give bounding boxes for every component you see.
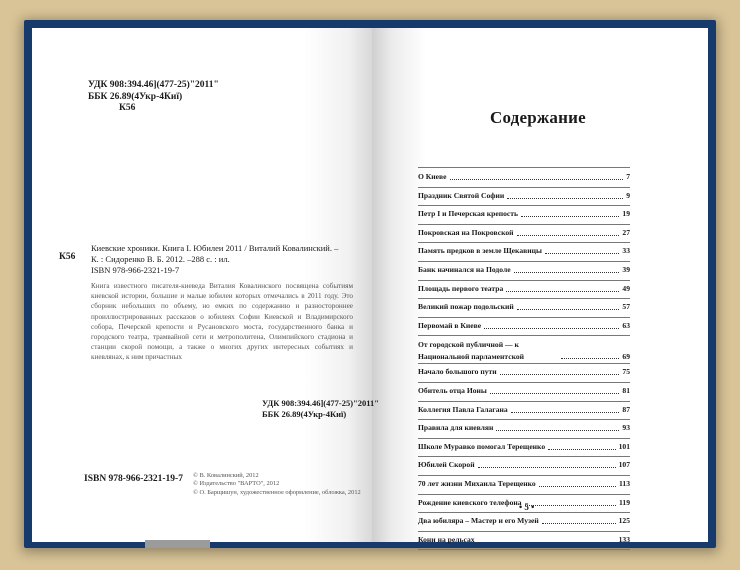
toc-entry-title: Праздник Святой Софии <box>418 190 505 200</box>
copyright-line: © Издательство "ВАРТО", 2012 <box>193 480 280 488</box>
toc-leader-dots <box>545 253 620 254</box>
toc-entry-page: 133 <box>618 534 630 544</box>
toc-divider <box>418 224 630 225</box>
toc-entry-page: 9 <box>626 190 630 200</box>
toc-entry-title: Обитель отца Ионы <box>418 386 487 395</box>
toc-leader-dots <box>561 358 619 359</box>
toc-leader-dots <box>521 216 619 217</box>
toc-entry <box>418 514 630 528</box>
toc-entry-title: О Киеве <box>418 172 447 181</box>
annotation-text: Книга известного писателя-киеведа Виталия Ковалинского посвящена событиям киевской истории, большие и малые юбилеи которых отмечались в 2011 году. Это сборник небольших по объему, но емких по содержанию и разностороннее проиллюстрированных рассказов о юбилеях Софии Киевской и Владимирского собора, Печерской крепости и Русановского моста, государственного банка и городского театра, трамвайной сети и метрополитена, Олимпийского стадиона и станции скорой помощи, а также о многих других интересных событиях и киевлянах, к ним причастных <box>91 282 353 362</box>
toc-entry <box>418 403 630 417</box>
toc-entry-title: Правила для киевлян <box>418 423 494 433</box>
toc-entry-title: Школе Муравко помогал Терещенко <box>418 441 546 451</box>
udk-classification-bottom <box>262 398 379 420</box>
toc-entry-page: 75 <box>622 367 630 377</box>
toc-entry <box>418 244 630 258</box>
toc-entry <box>418 337 630 363</box>
toc-entry-page: 87 <box>622 404 630 414</box>
toc-divider <box>418 438 630 439</box>
toc-leader-dots <box>517 309 620 310</box>
toc-divider <box>418 242 630 243</box>
toc-entry-title: 70 лет жизни Михаила Терещенко <box>418 479 536 488</box>
toc-entry-page: 27 <box>622 227 630 237</box>
bbk-line: ББК 26.89(4Укр-4Киї) <box>88 91 183 102</box>
toc-entry-page: 63 <box>622 320 630 330</box>
toc-leader-dots <box>507 198 623 199</box>
toc-divider <box>418 167 630 168</box>
toc-entry-page: 49 <box>622 283 630 293</box>
toc-entry-title: Петр I и Печерская крепость <box>418 209 519 219</box>
toc-divider <box>418 382 630 383</box>
bibliographic-record <box>91 243 353 276</box>
toc-leader-dots <box>542 523 616 524</box>
toc-entry-title: Юбилей Скорой <box>418 460 475 470</box>
toc-entry-title: Память предков в земле Щекавицы <box>418 246 542 256</box>
toc-entry <box>418 300 630 314</box>
toc-divider <box>418 261 630 262</box>
toc-divider <box>418 419 630 420</box>
toc-entry-title: Покровская на Покровской <box>418 227 514 237</box>
toc-entry-title: Кони на рельсах <box>418 534 475 544</box>
toc-entry <box>418 226 630 240</box>
toc-divider <box>418 531 630 532</box>
bookmark-ribbon <box>145 540 210 548</box>
toc-entry-page: 125 <box>618 516 630 526</box>
toc-entry-page: 39 <box>622 265 630 274</box>
toc-divider <box>418 494 630 495</box>
toc-entry-title: Начало большого пути <box>418 367 497 377</box>
toc-entry-page: 33 <box>622 246 630 256</box>
toc-entry-title: Банк начинался на Подоле <box>418 265 511 274</box>
toc-leader-dots <box>478 467 616 468</box>
toc-entry-page: 93 <box>622 423 630 433</box>
toc-leader-dots <box>496 430 619 431</box>
toc-title: Содержание <box>490 108 586 127</box>
toc-leader-dots <box>548 449 615 450</box>
toc-entry-page: 113 <box>619 479 630 488</box>
toc-entry-title: Два юбиляра – Мастер и его Музей <box>418 516 539 526</box>
author-mark-side: К56 <box>59 252 76 262</box>
toc-leader-dots <box>450 179 624 180</box>
toc-leader-dots <box>490 393 620 394</box>
toc-entry-title: Великий пожар подольский <box>418 302 514 312</box>
toc-entry <box>418 533 630 547</box>
copyright-line: © О. Барщишун, художественное оформление, обложка, 2012 <box>193 488 361 496</box>
copyright-block <box>193 472 361 497</box>
toc-entry <box>418 477 630 491</box>
author-mark-top: К56 <box>119 103 136 113</box>
udk-line: УДК 908:394.46](477-25)"2011" <box>262 398 380 408</box>
toc-divider <box>418 512 630 513</box>
toc-divider <box>418 205 630 206</box>
toc-divider <box>418 401 630 402</box>
toc-entry <box>418 458 630 472</box>
toc-leader-dots <box>500 374 620 375</box>
toc-entry <box>418 365 630 379</box>
toc-divider <box>418 456 630 457</box>
toc-divider <box>418 280 630 281</box>
toc-entry-page: 81 <box>622 386 630 395</box>
toc-leader-dots <box>514 272 620 273</box>
biblio-isbn: ISBN 978-966-2321-19-7 <box>91 265 180 275</box>
page-number: • 5 • <box>519 502 535 512</box>
bbk-line: ББК 26.89(4Укр-4Киї) <box>262 409 347 419</box>
toc-divider <box>418 549 630 550</box>
toc-entry-title: Площадь первого театра <box>418 283 504 293</box>
toc-leader-dots <box>478 542 616 543</box>
toc-entry <box>418 282 630 296</box>
toc-entry-page: 57 <box>622 302 630 312</box>
toc-entry-page: 119 <box>619 497 630 507</box>
udk-classification-top <box>88 80 219 103</box>
toc-entry <box>418 319 630 333</box>
toc-entry <box>418 440 630 454</box>
toc-leader-dots <box>517 235 620 236</box>
toc-entry-page: 101 <box>618 441 630 451</box>
toc-divider <box>418 317 630 318</box>
toc-entry-title: От городской публичной — к Национальной парламентской <box>418 340 525 362</box>
toc-leader-dots <box>511 412 620 413</box>
toc-divider <box>418 187 630 188</box>
toc-entry <box>418 170 630 184</box>
toc-entry-page: 7 <box>626 172 630 181</box>
toc-entry-title: Коллегия Павла Галагана <box>418 404 508 414</box>
toc-leader-dots <box>525 505 616 506</box>
biblio-line: Киевские хроники. Книга I. Юбилеи 2011 / Виталий Ковалинский. – <box>91 243 339 253</box>
toc-entry-page: 107 <box>618 460 630 470</box>
biblio-line: К. : Сидоренко В. Б. 2012. –288 с. : ил. <box>91 254 230 264</box>
toc-entry <box>418 207 630 221</box>
udk-line: УДК 908:394.46](477-25)"2011" <box>88 80 219 90</box>
toc-leader-dots <box>484 328 619 329</box>
toc-divider <box>418 475 630 476</box>
toc-entry-title: Первомай в Киеве <box>418 320 482 330</box>
toc-leader-dots <box>539 486 616 487</box>
copyright-line: © В. Ковалинский, 2012 <box>193 472 259 479</box>
toc-entry-title: Рождение киевского телефона <box>418 497 522 507</box>
toc-entry-page: 19 <box>622 209 630 219</box>
toc-divider <box>418 335 630 336</box>
toc-entry <box>418 263 630 277</box>
toc-entry <box>418 421 630 435</box>
toc-entry <box>418 189 630 203</box>
isbn: ISBN 978-966-2321-19-7 <box>84 474 183 484</box>
toc-leader-dots <box>506 291 619 292</box>
toc-entry <box>418 384 630 398</box>
toc-divider <box>418 298 630 299</box>
toc-entry-page: 69 <box>622 352 630 362</box>
toc-divider <box>418 363 630 364</box>
